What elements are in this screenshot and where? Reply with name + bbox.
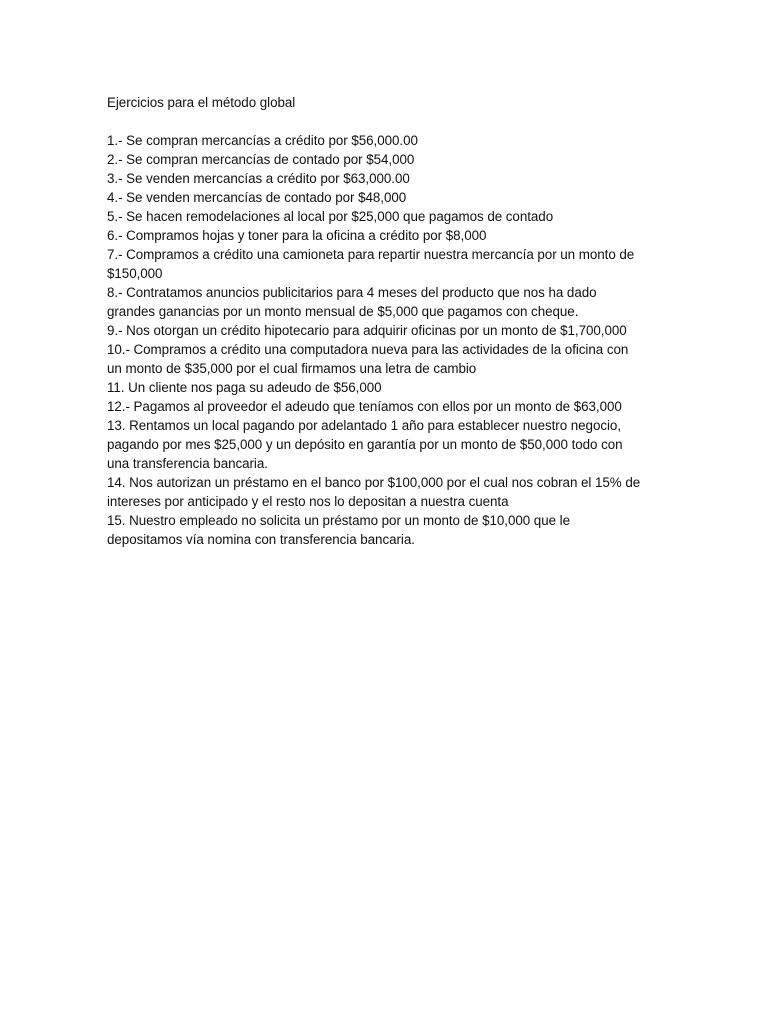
text-line: una transferencia bancaria. <box>107 456 268 471</box>
text-line: 4.- Se venden mercancías de contado por $48,000 <box>107 190 407 205</box>
text-line: un monto de $35,000 por el cual firmamos una letra de cambio <box>107 361 477 376</box>
text-line: 12.- Pagamos al proveedor el adeudo que teníamos con ellos por un monto de $63,000 <box>107 399 622 414</box>
text-line: 11. Un cliente nos paga su adeudo de $56,000 <box>107 380 382 395</box>
text-line: 7.- Compramos a crédito una camioneta para repartir nuestra mercancía por un monto de <box>107 247 635 262</box>
text-line: pagando por mes $25,000 y un depósito en garantía por un monto de $50,000 todo con <box>107 437 623 452</box>
document-page <box>107 93 667 549</box>
text-line: intereses por anticipado y el resto nos lo depositan a nuestra cuenta <box>107 494 509 509</box>
text-line: 1.- Se compran mercancías a crédito por $56,000.00 <box>107 133 418 148</box>
text-line: 13. Rentamos un local pagando por adelantado 1 año para establecer nuestro negocio, <box>107 418 621 433</box>
document-title: Ejercicios para el método global <box>107 95 296 110</box>
text-line: 3.- Se venden mercancías a crédito por $63,000.00 <box>107 171 410 186</box>
text-line: 8.- Contratamos anuncios publicitarios para 4 meses del producto que nos ha dado <box>107 285 597 300</box>
text-line: 10.- Compramos a crédito una computadora nueva para las actividades de la oficina con <box>107 342 629 357</box>
text-line: 14. Nos autorizan un préstamo en el banco por $100,000 por el cual nos cobran el 15% de <box>107 475 641 490</box>
text-line: 6.- Compramos hojas y toner para la oficina a crédito por $8,000 <box>107 228 487 243</box>
text-line: $150,000 <box>107 266 163 281</box>
text-line: grandes ganancias por un monto mensual de $5,000 que pagamos con cheque. <box>107 304 579 319</box>
text-line: 9.- Nos otorgan un crédito hipotecario para adquirir oficinas por un monto de $1,700,000 <box>107 323 627 338</box>
text-line: 5.- Se hacen remodelaciones al local por $25,000 que pagamos de contado <box>107 209 554 224</box>
text-line: 2.- Se compran mercancías de contado por $54,000 <box>107 152 415 167</box>
text-line: depositamos vía nomina con transferencia bancaria. <box>107 532 415 547</box>
text-line: 15. Nuestro empleado no solicita un préstamo por un monto de $10,000 que le <box>107 513 570 528</box>
